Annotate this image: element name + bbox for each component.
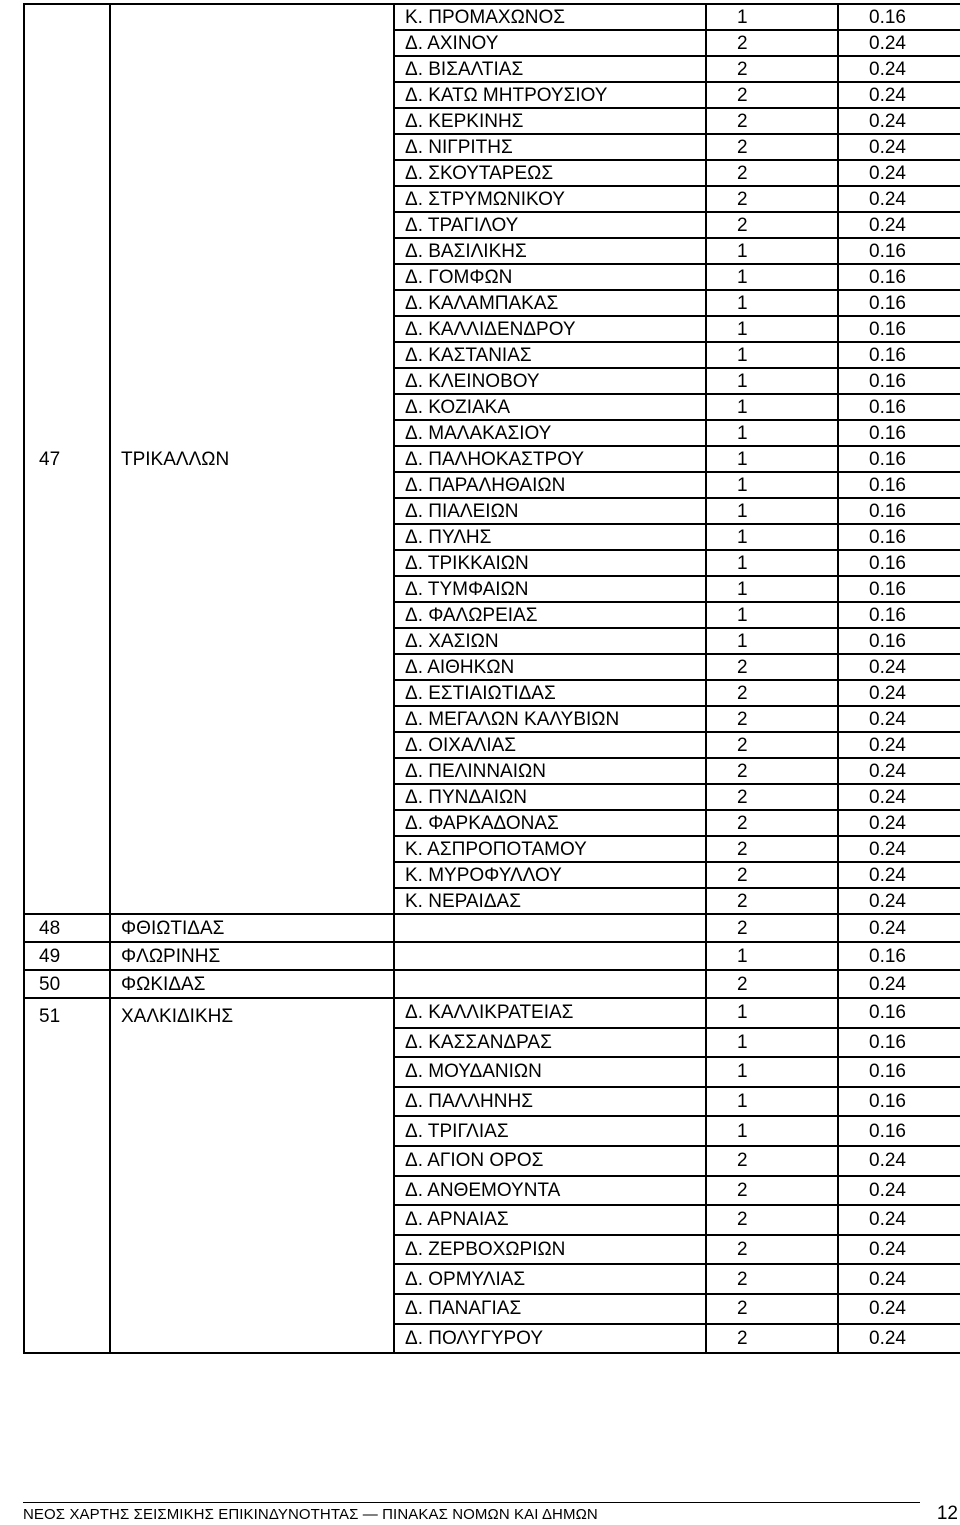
municipality-name: Κ. ΑΣΠΡΟΠΟΤΑΜΟΥ bbox=[394, 836, 706, 862]
prefecture-name: ΦΘΙΩΤΙΔΑΣ bbox=[110, 914, 394, 942]
seismic-zone: 1 bbox=[706, 550, 838, 576]
ground-acceleration: 0.16 bbox=[838, 602, 960, 628]
prefecture-name: ΤΡΙΚΑΛΛΩΝ bbox=[110, 4, 394, 914]
seismic-zone: 1 bbox=[706, 316, 838, 342]
prefecture-number: 50 bbox=[24, 970, 110, 998]
seismic-zone: 1 bbox=[706, 342, 838, 368]
seismic-zone: 1 bbox=[706, 238, 838, 264]
ground-acceleration: 0.24 bbox=[838, 186, 960, 212]
table-row bbox=[24, 914, 960, 942]
ground-acceleration: 0.24 bbox=[838, 970, 960, 998]
municipality-empty bbox=[394, 942, 706, 970]
ground-acceleration: 0.24 bbox=[838, 82, 960, 108]
ground-acceleration: 0.16 bbox=[838, 472, 960, 498]
ground-acceleration: 0.16 bbox=[838, 420, 960, 446]
municipality-name: Δ. ΑΓΙΟΝ ΟΡΟΣ bbox=[394, 1146, 706, 1176]
municipality-name: Δ. ΒΑΣΙΛΙΚΗΣ bbox=[394, 238, 706, 264]
prefecture-number: 48 bbox=[24, 914, 110, 942]
seismic-zone: 2 bbox=[706, 134, 838, 160]
seismic-zone: 1 bbox=[706, 942, 838, 970]
seismic-zone: 2 bbox=[706, 108, 838, 134]
municipality-name: Δ. ΚΛΕΙΝΟΒΟΥ bbox=[394, 368, 706, 394]
seismic-zone: 1 bbox=[706, 290, 838, 316]
ground-acceleration: 0.24 bbox=[838, 836, 960, 862]
prefecture-name: ΦΩΚΙΔΑΣ bbox=[110, 970, 394, 998]
seismic-zone: 1 bbox=[706, 420, 838, 446]
municipality-name: Δ. ΟΙΧΑΛΙΑΣ bbox=[394, 732, 706, 758]
seismic-zone: 2 bbox=[706, 1176, 838, 1206]
ground-acceleration: 0.24 bbox=[838, 784, 960, 810]
seismic-zone: 2 bbox=[706, 56, 838, 82]
municipality-name: Δ. ΖΕΡΒΟΧΩΡΙΩΝ bbox=[394, 1235, 706, 1265]
municipality-name: Δ. ΚΟΖΙΑΚΑ bbox=[394, 394, 706, 420]
ground-acceleration: 0.24 bbox=[838, 810, 960, 836]
municipality-name: Δ. ΤΡΑΓΙΛΟΥ bbox=[394, 212, 706, 238]
municipality-name: Δ. ΠΟΛΥΓΥΡΟΥ bbox=[394, 1324, 706, 1354]
seismic-zone: 2 bbox=[706, 186, 838, 212]
municipality-name: Δ. ΚΑΤΩ ΜΗΤΡΟΥΣΙΟΥ bbox=[394, 82, 706, 108]
footer-text: ΝΕΟΣ ΧΑΡΤΗΣ ΣΕΙΣΜΙΚΗΣ ΕΠΙΚΙΝΔΥΝΟΤΗΤΑΣ — ΠΙΝΑΚΑΣ ΝΟΜΩΝ ΚΑΙ ΔΗΜΩΝ bbox=[23, 1506, 598, 1523]
seismic-zone: 2 bbox=[706, 212, 838, 238]
ground-acceleration: 0.24 bbox=[838, 1264, 960, 1294]
seismic-zone: 1 bbox=[706, 602, 838, 628]
municipality-name: Δ. ΚΑΛΛΙΚΡΑΤΕΙΑΣ bbox=[394, 998, 706, 1028]
seismic-zone: 1 bbox=[706, 524, 838, 550]
municipality-name: Κ. ΝΕΡΑΙΔΑΣ bbox=[394, 888, 706, 914]
seismic-zone: 2 bbox=[706, 1324, 838, 1354]
municipality-name: Δ. ΠΥΛΗΣ bbox=[394, 524, 706, 550]
prefecture-number: 49 bbox=[24, 942, 110, 970]
seismic-zone: 1 bbox=[706, 998, 838, 1028]
municipality-name: Δ. ΣΚΟΥΤΑΡΕΩΣ bbox=[394, 160, 706, 186]
seismic-zone: 1 bbox=[706, 1087, 838, 1117]
municipality-name: Δ. ΤΥΜΦΑΙΩΝ bbox=[394, 576, 706, 602]
ground-acceleration: 0.24 bbox=[838, 30, 960, 56]
municipality-name: Δ. ΤΡΙΓΛΙΑΣ bbox=[394, 1116, 706, 1146]
seismic-zone: 1 bbox=[706, 498, 838, 524]
seismic-zone: 2 bbox=[706, 970, 838, 998]
ground-acceleration: 0.24 bbox=[838, 108, 960, 134]
seismic-zone: 1 bbox=[706, 394, 838, 420]
seismic-zone: 2 bbox=[706, 1235, 838, 1265]
ground-acceleration: 0.24 bbox=[838, 888, 960, 914]
municipality-name: Δ. ΒΙΣΑΛΤΙΑΣ bbox=[394, 56, 706, 82]
ground-acceleration: 0.16 bbox=[838, 1087, 960, 1117]
municipality-name: Δ. ΝΙΓΡΙΤΗΣ bbox=[394, 134, 706, 160]
municipality-name: Δ. ΓΟΜΦΩΝ bbox=[394, 264, 706, 290]
municipality-name: Δ. ΦΑΛΩΡΕΙΑΣ bbox=[394, 602, 706, 628]
seismic-zone: 2 bbox=[706, 784, 838, 810]
seismic-zone: 2 bbox=[706, 160, 838, 186]
ground-acceleration: 0.16 bbox=[838, 316, 960, 342]
seismic-zone: 2 bbox=[706, 1294, 838, 1324]
ground-acceleration: 0.16 bbox=[838, 576, 960, 602]
seismic-zone: 1 bbox=[706, 1057, 838, 1087]
municipality-name: Δ. ΚΕΡΚΙΝΗΣ bbox=[394, 108, 706, 134]
municipality-name: Δ. ΠΥΝΔΑΙΩΝ bbox=[394, 784, 706, 810]
municipality-name: Δ. ΑΝΘΕΜΟΥΝΤΑ bbox=[394, 1176, 706, 1206]
ground-acceleration: 0.16 bbox=[838, 446, 960, 472]
municipality-name: Δ. ΠΑΛΗΟΚΑΣΤΡΟΥ bbox=[394, 446, 706, 472]
ground-acceleration: 0.24 bbox=[838, 1324, 960, 1354]
ground-acceleration: 0.24 bbox=[838, 1205, 960, 1235]
seismic-zone: 1 bbox=[706, 1028, 838, 1058]
seismic-zone: 2 bbox=[706, 654, 838, 680]
ground-acceleration: 0.24 bbox=[838, 134, 960, 160]
municipality-name: Δ. ΑΧΙΝΟΥ bbox=[394, 30, 706, 56]
municipality-name: Δ. ΠΑΛΛΗΝΗΣ bbox=[394, 1087, 706, 1117]
ground-acceleration: 0.16 bbox=[838, 394, 960, 420]
ground-acceleration: 0.24 bbox=[838, 1294, 960, 1324]
seismic-zone: 2 bbox=[706, 862, 838, 888]
seismic-zone: 1 bbox=[706, 628, 838, 654]
ground-acceleration: 0.24 bbox=[838, 160, 960, 186]
municipality-name: Δ. ΜΑΛΑΚΑΣΙΟΥ bbox=[394, 420, 706, 446]
seismic-zone: 1 bbox=[706, 576, 838, 602]
seismic-zone: 2 bbox=[706, 82, 838, 108]
municipality-name: Δ. ΠΕΛΙΝΝΑΙΩΝ bbox=[394, 758, 706, 784]
ground-acceleration: 0.16 bbox=[838, 4, 960, 30]
ground-acceleration: 0.16 bbox=[838, 342, 960, 368]
seismic-zone: 2 bbox=[706, 1264, 838, 1294]
ground-acceleration: 0.24 bbox=[838, 862, 960, 888]
seismic-zone: 1 bbox=[706, 4, 838, 30]
prefecture-name: ΧΑΛΚΙΔΙΚΗΣ bbox=[110, 998, 394, 1353]
municipality-name: Δ. ΑΡΝΑΙΑΣ bbox=[394, 1205, 706, 1235]
municipality-name: Κ. ΜΥΡΟΦΥΛΛΟΥ bbox=[394, 862, 706, 888]
footer-rule bbox=[23, 1502, 920, 1503]
municipality-name: Δ. ΦΑΡΚΑΔΟΝΑΣ bbox=[394, 810, 706, 836]
ground-acceleration: 0.16 bbox=[838, 1116, 960, 1146]
ground-acceleration: 0.16 bbox=[838, 550, 960, 576]
prefecture-number: 51 bbox=[24, 998, 110, 1353]
ground-acceleration: 0.24 bbox=[838, 212, 960, 238]
seismic-zone: 1 bbox=[706, 446, 838, 472]
ground-acceleration: 0.16 bbox=[838, 290, 960, 316]
ground-acceleration: 0.16 bbox=[838, 628, 960, 654]
municipality-name: Κ. ΠΡΟΜΑΧΩΝΟΣ bbox=[394, 4, 706, 30]
municipality-name: Δ. ΚΑΣΤΑΝΙΑΣ bbox=[394, 342, 706, 368]
seismic-zones-table bbox=[23, 3, 960, 1354]
seismic-zone: 2 bbox=[706, 888, 838, 914]
ground-acceleration: 0.24 bbox=[838, 1176, 960, 1206]
table-row bbox=[24, 4, 960, 30]
table-row bbox=[24, 998, 960, 1028]
seismic-zone: 2 bbox=[706, 758, 838, 784]
municipality-name: Δ. ΠΑΝΑΓΙΑΣ bbox=[394, 1294, 706, 1324]
ground-acceleration: 0.24 bbox=[838, 56, 960, 82]
seismic-zone: 2 bbox=[706, 732, 838, 758]
ground-acceleration: 0.16 bbox=[838, 942, 960, 970]
table-row bbox=[24, 942, 960, 970]
municipality-name: Δ. ΣΤΡΥΜΩΝΙΚΟΥ bbox=[394, 186, 706, 212]
municipality-name: Δ. ΜΕΓΑΛΩΝ ΚΑΛΥΒΙΩΝ bbox=[394, 706, 706, 732]
ground-acceleration: 0.16 bbox=[838, 238, 960, 264]
page-number: 12 bbox=[936, 1503, 958, 1524]
municipality-name: Δ. ΚΑΣΣΑΝΔΡΑΣ bbox=[394, 1028, 706, 1058]
ground-acceleration: 0.16 bbox=[838, 524, 960, 550]
seismic-zone: 2 bbox=[706, 810, 838, 836]
ground-acceleration: 0.24 bbox=[838, 654, 960, 680]
ground-acceleration: 0.16 bbox=[838, 1057, 960, 1087]
ground-acceleration: 0.24 bbox=[838, 1146, 960, 1176]
ground-acceleration: 0.16 bbox=[838, 368, 960, 394]
prefecture-name: ΦΛΩΡΙΝΗΣ bbox=[110, 942, 394, 970]
municipality-name: Δ. ΧΑΣΙΩΝ bbox=[394, 628, 706, 654]
municipality-empty bbox=[394, 970, 706, 998]
ground-acceleration: 0.24 bbox=[838, 680, 960, 706]
ground-acceleration: 0.24 bbox=[838, 1235, 960, 1265]
prefecture-number: 47 bbox=[24, 4, 110, 914]
seismic-zone: 2 bbox=[706, 30, 838, 56]
ground-acceleration: 0.16 bbox=[838, 1028, 960, 1058]
seismic-zone: 1 bbox=[706, 1116, 838, 1146]
table-row bbox=[24, 970, 960, 998]
municipality-name: Δ. ΚΑΛΛΙΔΕΝΔΡΟΥ bbox=[394, 316, 706, 342]
municipality-name: Δ. ΟΡΜΥΛΙΑΣ bbox=[394, 1264, 706, 1294]
seismic-zone: 2 bbox=[706, 836, 838, 862]
ground-acceleration: 0.24 bbox=[838, 758, 960, 784]
seismic-zone: 2 bbox=[706, 680, 838, 706]
ground-acceleration: 0.16 bbox=[838, 264, 960, 290]
municipality-name: Δ. ΕΣΤΙΑΙΩΤΙΔΑΣ bbox=[394, 680, 706, 706]
seismic-zone: 2 bbox=[706, 706, 838, 732]
seismic-zone: 1 bbox=[706, 472, 838, 498]
municipality-name: Δ. ΚΑΛΑΜΠΑΚΑΣ bbox=[394, 290, 706, 316]
ground-acceleration: 0.16 bbox=[838, 498, 960, 524]
seismic-zone: 1 bbox=[706, 368, 838, 394]
seismic-zone: 2 bbox=[706, 914, 838, 942]
ground-acceleration: 0.16 bbox=[838, 998, 960, 1028]
municipality-name: Δ. ΑΙΘΗΚΩΝ bbox=[394, 654, 706, 680]
seismic-zone: 2 bbox=[706, 1205, 838, 1235]
page-footer bbox=[23, 1496, 958, 1522]
seismic-zone: 2 bbox=[706, 1146, 838, 1176]
municipality-empty bbox=[394, 914, 706, 942]
municipality-name: Δ. ΠΑΡΑΛΗΘΑΙΩΝ bbox=[394, 472, 706, 498]
municipality-name: Δ. ΤΡΙΚΚΑΙΩΝ bbox=[394, 550, 706, 576]
ground-acceleration: 0.24 bbox=[838, 706, 960, 732]
municipality-name: Δ. ΜΟΥΔΑΝΙΩΝ bbox=[394, 1057, 706, 1087]
seismic-zone: 1 bbox=[706, 264, 838, 290]
municipality-name: Δ. ΠΙΑΛΕΙΩΝ bbox=[394, 498, 706, 524]
ground-acceleration: 0.24 bbox=[838, 732, 960, 758]
ground-acceleration: 0.24 bbox=[838, 914, 960, 942]
